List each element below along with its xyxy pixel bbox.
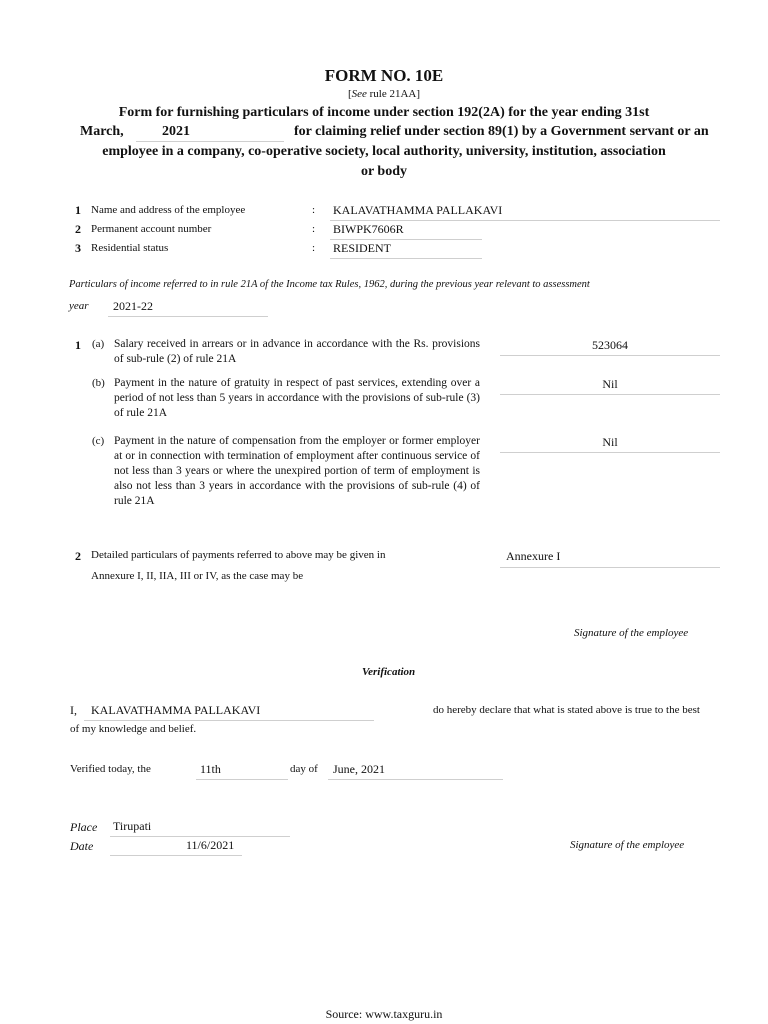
field-underline <box>330 220 720 221</box>
row-number: 2 <box>75 222 81 236</box>
day-of-label: day of <box>290 763 318 775</box>
verification-heading: Verification <box>362 666 416 678</box>
particulars-intro: Particulars of income referred to in rule 21A of the Income tax Rules, 1962, during the previous year relevant to assessment <box>69 279 590 290</box>
source-footer: Source: www.taxguru.in <box>325 1007 443 1021</box>
pan-label: Permanent account number <box>91 223 212 235</box>
verified-today-label: Verified today, the <box>70 763 151 775</box>
subtitle-year: 2021 <box>162 124 190 139</box>
item-code: (b) <box>92 377 105 389</box>
field-underline <box>84 720 374 721</box>
signature-employee-1: Signature of the employee <box>574 627 689 639</box>
field-underline <box>330 239 482 240</box>
place-label: Place <box>70 820 98 834</box>
detail-value: Annexure I <box>506 549 561 563</box>
declarant-name: KALAVATHAMMA PALLAKAVI <box>91 703 261 717</box>
field-underline <box>500 567 720 568</box>
i-label: I, <box>70 703 77 717</box>
declaration-text: do hereby declare that what is stated above is true to the best <box>433 704 700 716</box>
item-text: Payment in the nature of compensation from the employer or former employer at or in connection with termination of employment after continuous service of not less than 3 years or where the unexpired portion of term of employment is also not less than 3 years in accordance with the provisions of sub-rule (4) of rule 21A <box>114 435 480 507</box>
field-underline <box>108 316 268 317</box>
see-rule: rule 21AA] <box>369 88 421 100</box>
field-underline <box>500 394 720 395</box>
row-number: 2 <box>75 549 81 563</box>
field-underline <box>196 779 288 780</box>
subtitle-line2: for claiming relief under section 89(1) by a Government servant or an <box>294 124 709 139</box>
place-value: Tirupati <box>113 819 152 833</box>
field-underline <box>110 855 242 856</box>
separator: : <box>312 242 316 254</box>
item-code: (a) <box>92 338 105 350</box>
detail-line1: Detailed particulars of payments referred to above may be given in <box>91 549 386 561</box>
subtitle-line1: Form for furnishing particulars of income under section 192(2A) for the year ending 31st <box>118 105 650 120</box>
employee-name-value: KALAVATHAMMA PALLAKAVI <box>333 203 503 217</box>
subtitle-line4: or body <box>360 164 408 179</box>
form-title: FORM NO. 10E <box>324 66 444 85</box>
declaration-continued: of my knowledge and belief. <box>70 723 197 735</box>
field-underline <box>330 258 482 259</box>
open-bracket: [ <box>347 88 352 100</box>
verified-month-year: June, 2021 <box>333 762 385 776</box>
residential-status-label: Residential status <box>91 242 169 254</box>
subtitle-line3: employee in a company, co-operative society, local authority, university, institution, association <box>102 144 666 159</box>
field-underline <box>500 355 720 356</box>
year-underline <box>136 141 284 142</box>
field-underline <box>110 836 290 837</box>
field-underline <box>500 452 720 453</box>
pan-value: BIWPK7606R <box>333 222 404 236</box>
item-value: Nil <box>602 435 618 449</box>
date-label: Date <box>70 839 94 853</box>
row-number: 1 <box>75 338 81 352</box>
item-text: Payment in the nature of gratuity in respect of past services, extending over a period of not less than 5 years in accordance with the provisions of sub-rule (3) of rule 21A <box>114 377 480 419</box>
assessment-year-value: 2021-22 <box>113 299 153 313</box>
year-label: year <box>69 300 89 312</box>
separator: : <box>312 223 316 235</box>
signature-employee-2: Signature of the employee <box>570 839 685 851</box>
row-number: 1 <box>75 203 81 217</box>
detail-line2: Annexure I, II, IIA, III or IV, as the case may be <box>91 570 304 582</box>
see-prefix: See <box>351 88 367 100</box>
item-code: (c) <box>92 435 105 447</box>
employee-name-label: Name and address of the employee <box>91 204 246 216</box>
row-number: 3 <box>75 241 81 255</box>
see-rule-line <box>0 88 768 100</box>
item-text: Salary received in arrears or in advance in accordance with the Rs. provisions of sub-rule (2) of rule 21A <box>114 338 480 365</box>
residential-status-value: RESIDENT <box>333 241 391 255</box>
verified-day: 11th <box>200 762 221 776</box>
field-underline <box>328 779 503 780</box>
separator: : <box>312 204 316 216</box>
date-value: 11/6/2021 <box>186 838 235 852</box>
subtitle-march: March, <box>80 124 124 139</box>
item-value: 523064 <box>592 338 628 352</box>
item-value: Nil <box>602 377 618 391</box>
